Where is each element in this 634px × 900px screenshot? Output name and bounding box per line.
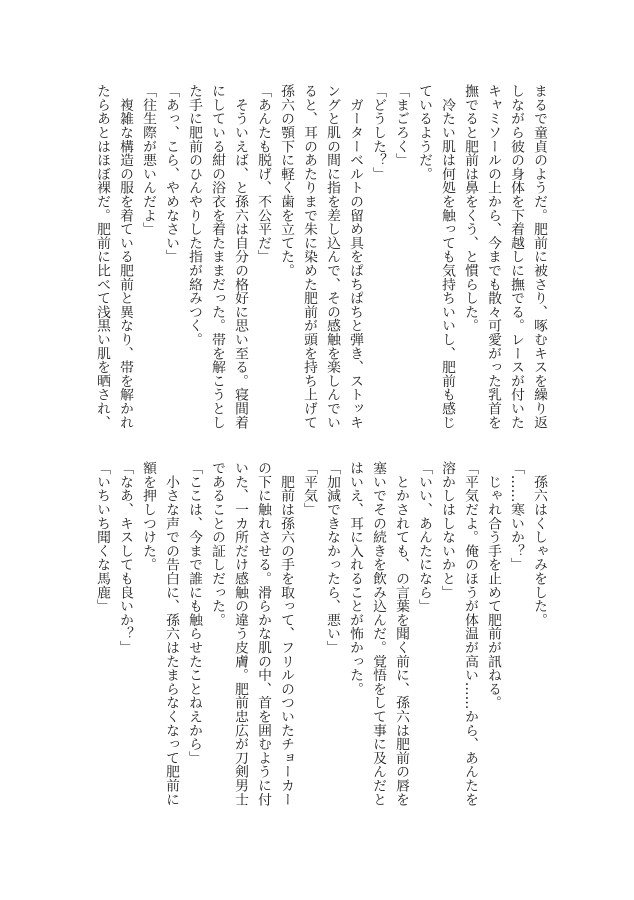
- text-column: た手に肥前のひんやりした指が絡みつく。: [186, 84, 202, 347]
- text-column: ングと肌の間に指を差し込んで、その感触を楽しんでい: [324, 84, 340, 429]
- text-column: 溶かしはしないかと」: [439, 461, 455, 599]
- text-column: ているようだ。: [416, 84, 432, 181]
- text-column: 「平気」: [301, 461, 317, 517]
- text-column: 額を押しつけた。: [140, 461, 156, 572]
- text-column: そういえば、と孫六は自分の格好に思い至る。寝間着: [232, 84, 248, 429]
- text-column: 「いちいち聞くな馬鹿」: [94, 461, 110, 613]
- text-column: じゃれ合う手を止めて肥前が訊ねる。: [485, 461, 501, 710]
- text-column: 「往生際が悪いんだよ」: [140, 84, 156, 236]
- text-column: 「加減できなかったら、悪い」: [324, 461, 340, 655]
- upper-tier: [90, 84, 550, 434]
- text-column: いた、一カ所だけ感触の違う皮膚。肥前忠広が刀剣男士: [232, 461, 248, 806]
- text-column: であることの証しだった。: [209, 461, 225, 627]
- text-column: たらあとはほぼ裸だ。肥前に比べて浅黒い肌を晒され、: [94, 84, 110, 429]
- text-column: 「いい、あんたになら」: [416, 461, 432, 613]
- text-column: 「どうした？」: [370, 84, 386, 181]
- text-column: はいえ、耳に入れることが怖かった。: [347, 461, 363, 696]
- lower-tier: [90, 461, 550, 811]
- text-column: 小さな声での告白に、孫六はたまらなくなって肥前に: [163, 461, 179, 806]
- text-column: しながら彼の身体を下着越しに撫でる。レースが付いた: [508, 84, 524, 429]
- text-column: 肥前は孫六の手を取って、フリルのついたチョーカー: [278, 461, 294, 806]
- text-column: ると、耳のあたりまで朱に染めた肥前が頭を持ち上げて: [301, 84, 317, 429]
- text-column: 「ここは、今まで誰にも触らせたことねえから」: [186, 461, 202, 765]
- text-column: にしている紺の浴衣を着たままだった。帯を解こうとし: [209, 84, 225, 429]
- text-column: 孫六はくしゃみをした。: [531, 461, 547, 627]
- text-column: 「平気だよ。俺のほうが体温が高い……から、あんたを: [462, 461, 478, 806]
- text-column: キャミソールの上から、今までも散々可愛がった乳首を: [485, 84, 501, 429]
- text-column: ガーターベルトの留め具をぱちぱちと弾き、ストッキ: [347, 84, 363, 429]
- text-column: とかされても、の言葉を聞く前に、孫六は肥前の唇を: [393, 461, 409, 806]
- text-column: 孫六の顎下に軽く歯を立てた。: [278, 84, 294, 278]
- text-column: 「まごろく」: [393, 84, 409, 167]
- text-column: 複雑な構造の服を着ている肥前と異なり、帯を解かれ: [117, 84, 133, 429]
- text-column: 撫でると肥前は鼻をくう、と慣らした。: [462, 84, 478, 333]
- text-column: 「あんたも脱げ、不公平だ」: [255, 84, 271, 264]
- text-column: 塞いでその続きを飲み込んだ。覚悟をして事に及んだと: [370, 461, 386, 806]
- text-column: 「なあ、キスしても良いか？」: [117, 461, 133, 655]
- text-column: の下に触れさせる。滑らかな肌の中、首を囲むように付: [255, 461, 271, 806]
- text-column: 「……寒いか？」: [508, 461, 524, 572]
- text-column: 「あっ、こら、やめなさい」: [163, 84, 179, 264]
- text-column: 冷たい肌は何処を触っても気持ちいいし、肥前も感じ: [439, 84, 455, 429]
- text-column: まるで童貞のようだ。肥前に被さり、啄むキスを繰り返: [531, 84, 547, 429]
